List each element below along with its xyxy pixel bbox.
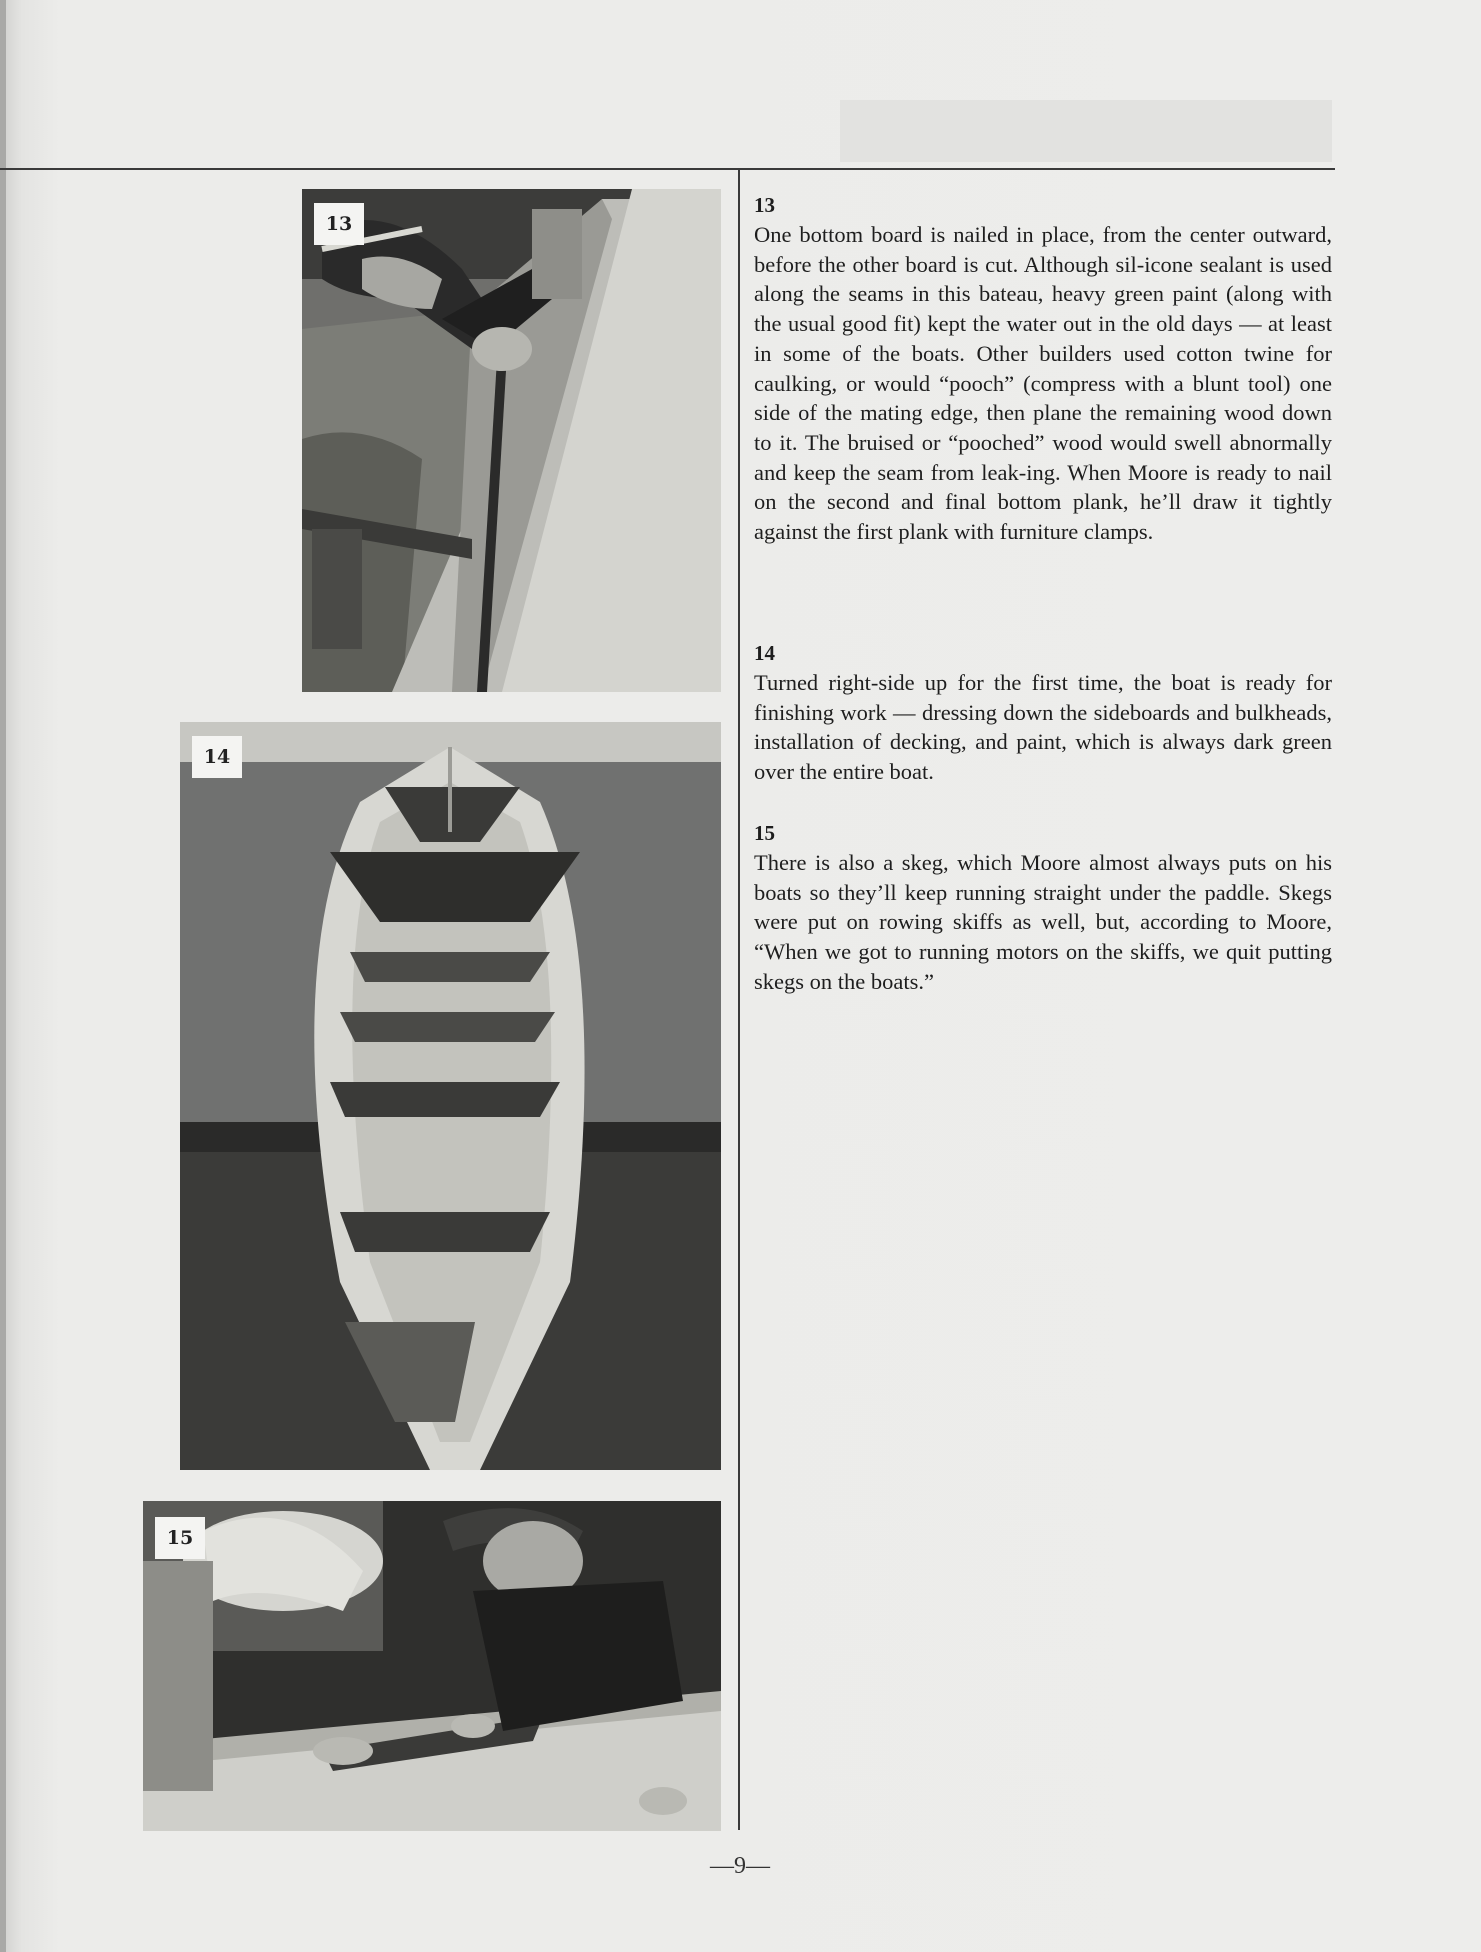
caption-15-number: 15 xyxy=(754,821,775,845)
caption-14-number: 14 xyxy=(754,641,775,665)
photo-13-image xyxy=(302,189,721,692)
caption-15-text: There is also a skeg, which Moore almost always puts on his boats so they’ll keep running straight under the paddle. Skegs were put on rowing skiffs as well, but, according to Moore, “When we got to running motors on the skiffs, we quit putting skegs on the boats.” xyxy=(754,850,1332,994)
caption-13-number: 13 xyxy=(754,193,775,217)
caption-14 xyxy=(754,638,1332,787)
photo-15 xyxy=(143,1501,721,1831)
photo-13 xyxy=(302,189,721,692)
caption-14-text: Turned right-side up for the first time, the boat is ready for finishing work — dressing down the sideboards and bulkheads, installation of decking, and paint, which is always dark green over the entire boat. xyxy=(754,670,1332,785)
photo-15-label: 15 xyxy=(155,1517,205,1559)
page-number: —9— xyxy=(710,1853,770,1879)
photo-15-image xyxy=(143,1501,721,1831)
photo-14-image xyxy=(180,722,721,1470)
photo-14 xyxy=(180,722,721,1470)
header-shading xyxy=(840,100,1332,162)
caption-13-text: One bottom board is nailed in place, from the center outward, before the other board is cut. Although sil-icone sealant is used along the seams in this bateau, heavy green paint (along with the usual good fit) kept the water out in the old days — at least in some of the boats. Other builders used cotton twine for caulking, or would “pooch” (compress with a blunt tool) one side of the mating edge, then plane the remaining wood down to it. The bruised or “pooched” wood would swell abnormally and keep the seam from leak-ing. When Moore is ready to nail on the second and final bottom plank, he’ll draw it tightly against the first plank with furniture clamps. xyxy=(754,222,1332,545)
column-rule xyxy=(738,170,740,1830)
photo-13-label: 13 xyxy=(314,203,364,245)
photo-14-label: 14 xyxy=(192,736,242,778)
caption-15 xyxy=(754,818,1332,997)
top-rule xyxy=(0,168,1335,170)
caption-13 xyxy=(754,190,1332,547)
binding-edge xyxy=(0,0,6,1952)
